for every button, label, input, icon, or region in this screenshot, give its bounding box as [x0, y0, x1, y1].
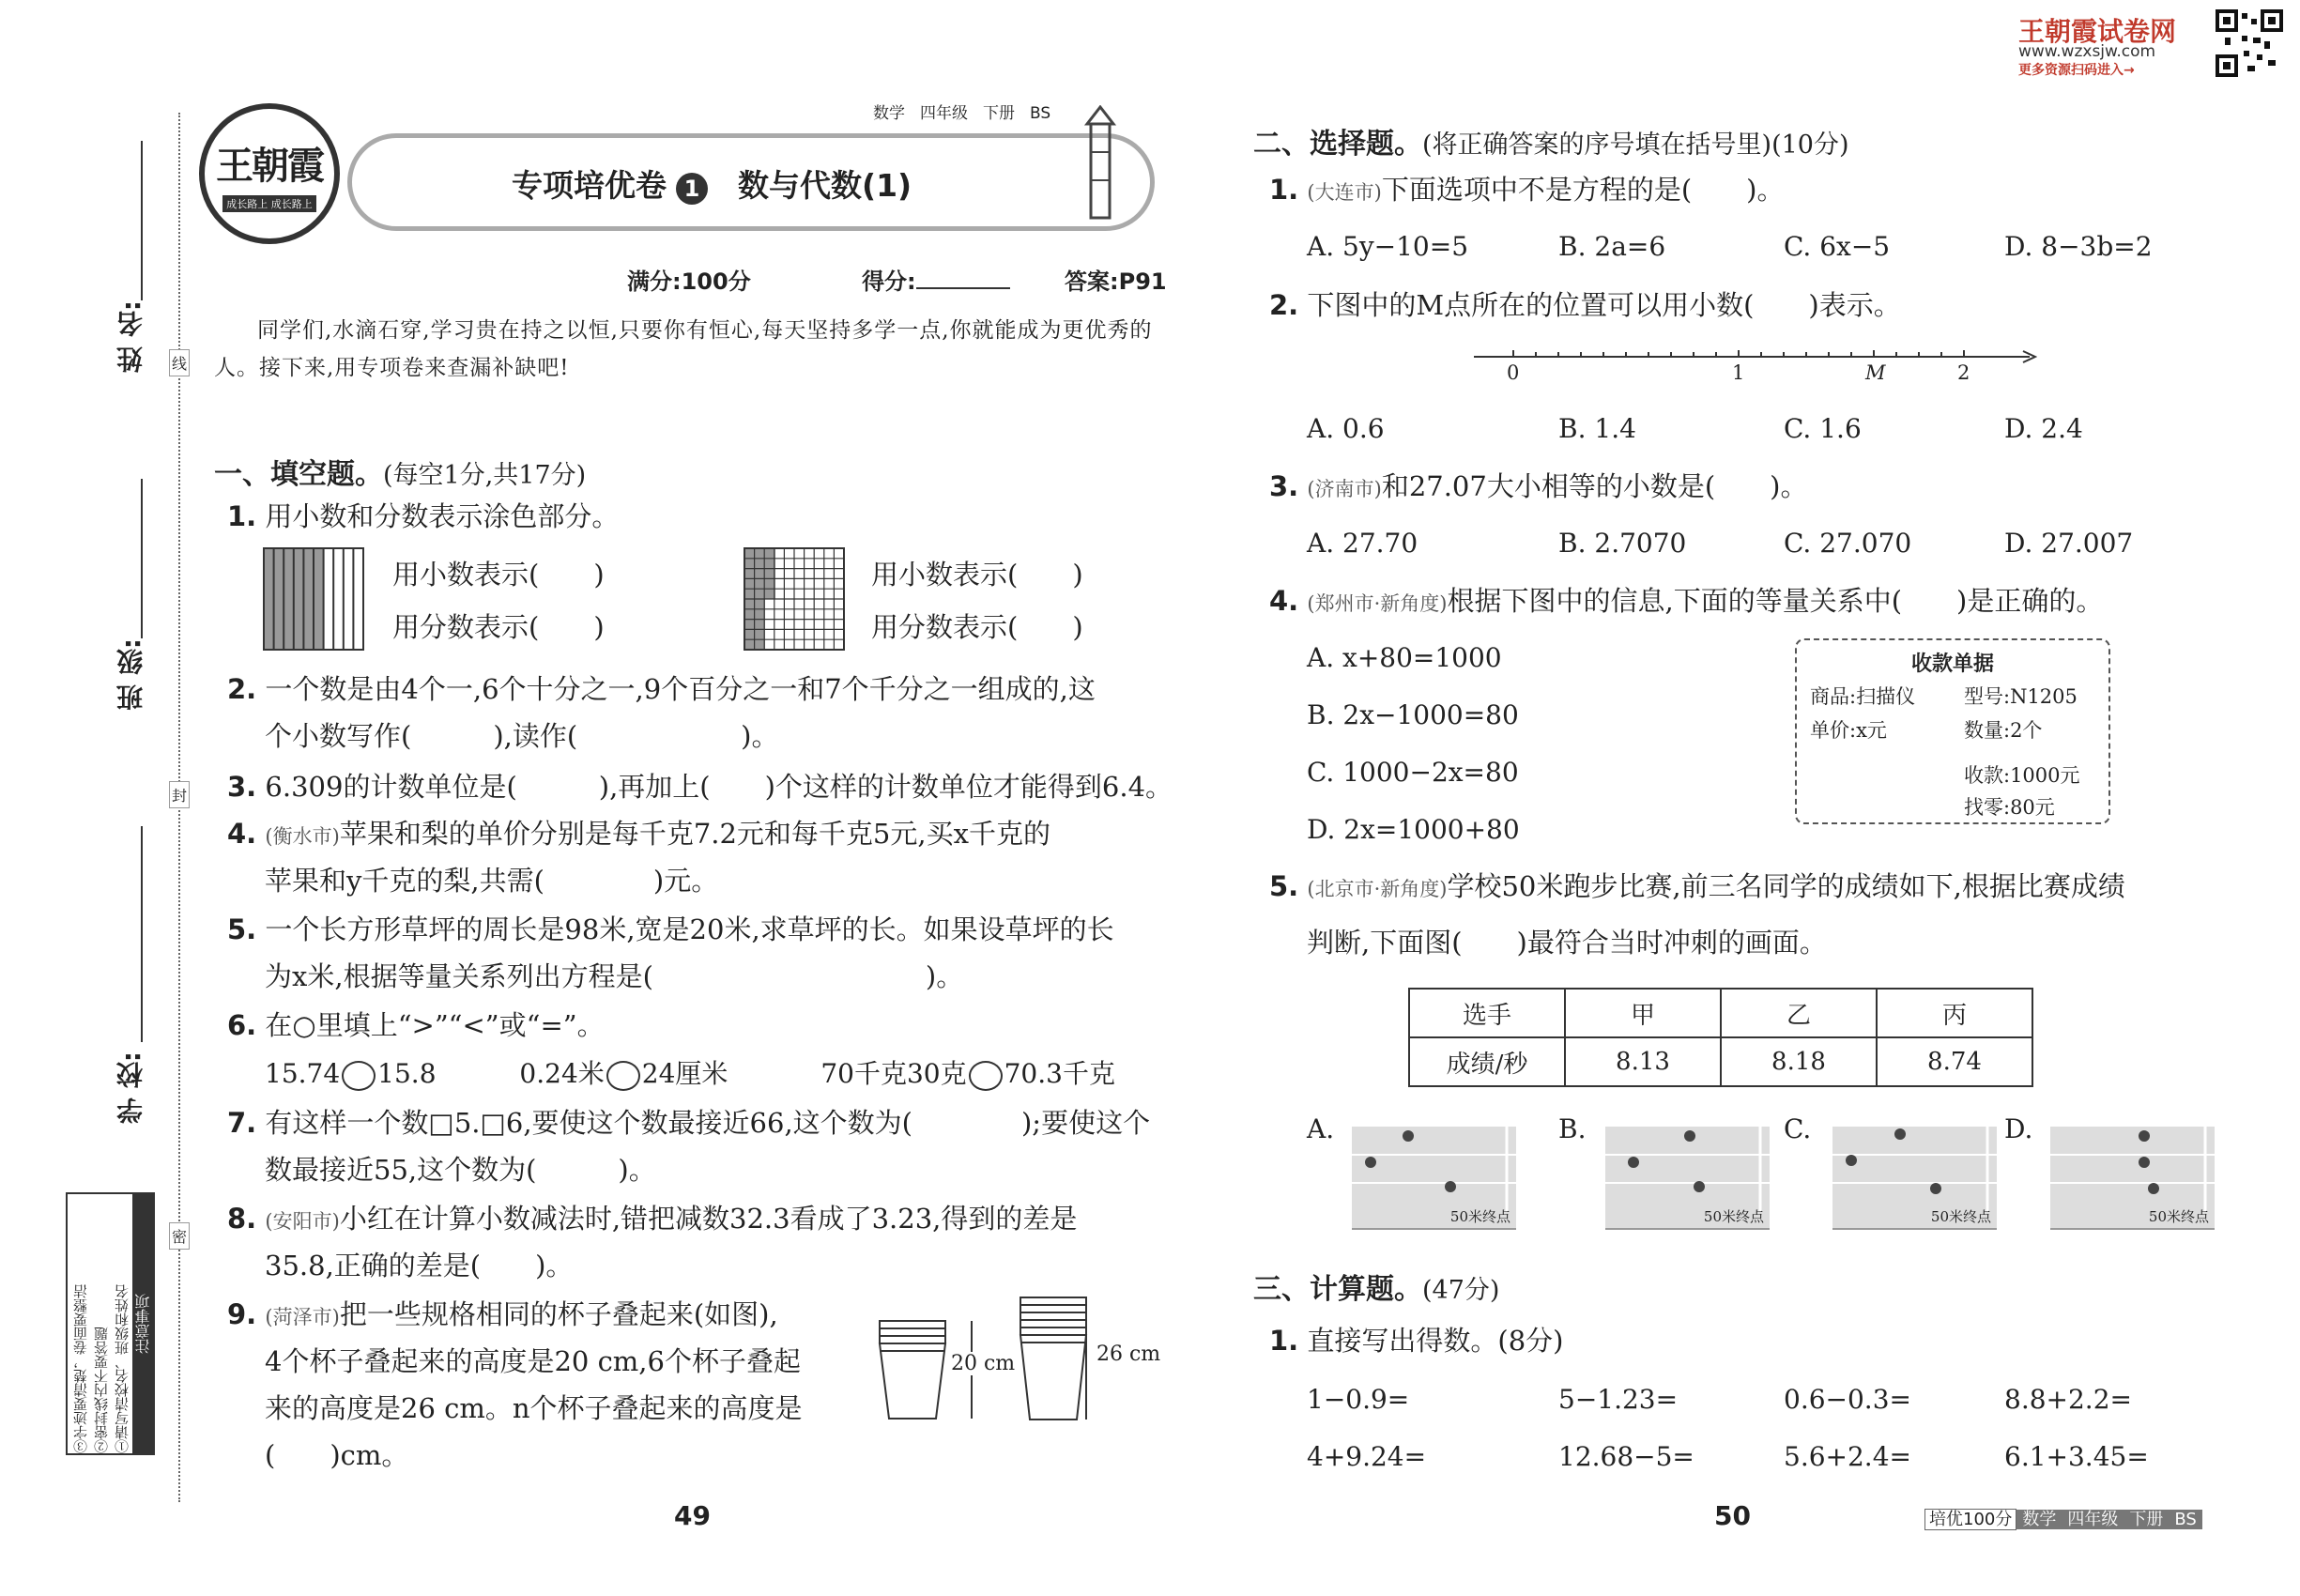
- footer-subject: 数学: [2016, 1510, 2062, 1529]
- compare-circle[interactable]: [606, 1061, 640, 1091]
- table-header: 选手: [1409, 989, 1565, 1037]
- calc-item[interactable]: 1−0.9=: [1307, 1384, 1410, 1415]
- name-label: 姓 名:: [115, 300, 146, 373]
- calc-item[interactable]: 6.1+3.45=: [2004, 1441, 2149, 1472]
- s2-q1-option-c[interactable]: C. 6x−5: [1784, 231, 1891, 262]
- brand-more[interactable]: 更多资源扫码进入→: [2018, 63, 2135, 78]
- s1-q9-line4[interactable]: ( )cm。: [265, 1439, 409, 1471]
- race-picture-c[interactable]: [1832, 1127, 1997, 1230]
- finish-label: 50米终点: [1449, 1208, 1510, 1225]
- class-line[interactable]: [141, 479, 143, 638]
- footer-grade: 四年级: [2062, 1510, 2124, 1529]
- s2-q5-option-d[interactable]: D.: [2004, 1113, 2033, 1144]
- s1-q2: 2. 一个数是由4个一,6个十分之一,9个百分之一和7个千分之一组成的,这: [227, 673, 1096, 705]
- s1-q8: 8. (安阳市)小红在计算小数减法时,错把减数32.3看成了3.23,得到的差是: [227, 1203, 1078, 1235]
- score-blank[interactable]: [916, 287, 1010, 289]
- tick-m: M: [1865, 361, 1886, 384]
- footer-tags: [1924, 1506, 2202, 1530]
- intro-text: 同学们,水滴石穿,学习贵在持之以恒,只要你有恒心,每天坚持多学一点,你就能成为更优秀的人。接下来,用专项卷来查漏补缺吧!: [214, 318, 1153, 380]
- table-header: 甲: [1565, 989, 1721, 1037]
- note-3: ③字迹要清楚，卷面要整洁: [72, 1284, 89, 1453]
- s1-q7: 7. 有这样一个数□5.□6,要使这个数最接近66,这个数为( );要使这个: [227, 1107, 1151, 1139]
- name-line[interactable]: [141, 141, 143, 300]
- receipt-title: 收款单据: [1910, 652, 1994, 676]
- receipt-change: 找零:80元: [1964, 796, 2055, 819]
- calc-item[interactable]: 0.6−0.3=: [1784, 1384, 1911, 1415]
- lighthouse-icon: [1080, 105, 1121, 227]
- tag-edition: BS: [1030, 104, 1051, 123]
- s2-q4-option-a[interactable]: A. x+80=1000: [1307, 642, 1502, 673]
- binding-strip: [56, 113, 197, 1502]
- s1-q2-line2[interactable]: 个小数写作( ),读作( )。: [265, 720, 779, 752]
- s2-q5: 5. (北京市·新角度)学校50米跑步比赛,前三名同学的成绩如下,根据比赛成绩: [1269, 870, 2125, 902]
- s1-q9-line2: 4个杯子叠起来的高度是20 cm,6个杯子叠起: [265, 1345, 801, 1377]
- s3-q1: 1. 直接写出得数。(8分): [1269, 1325, 1564, 1357]
- s2-q3-option-b[interactable]: B. 2.7070: [1558, 528, 1687, 559]
- s1-q3[interactable]: 3. 6.309的计数单位是( ),再加上( )个这样的计数单位才能得到6.4。: [227, 771, 1173, 803]
- note-2: ②密封线内不要答题: [93, 1327, 110, 1453]
- logo-badge: [199, 103, 340, 244]
- table-cell: 8.74: [1877, 1037, 2032, 1086]
- note-1: ①请写清校名、班级和姓名: [114, 1284, 130, 1453]
- s2-q4-option-d[interactable]: D. 2x=1000+80: [1307, 814, 1520, 845]
- s1-q7-line2[interactable]: 数最接近55,这个数为( )。: [265, 1154, 656, 1186]
- s2-q5-option-a[interactable]: A.: [1307, 1113, 1335, 1144]
- s1-q1-fraction-b[interactable]: 用分数表示( ): [871, 611, 1083, 643]
- finish-label: 50米终点: [1930, 1208, 1991, 1225]
- tag-subject: 数学: [873, 104, 905, 123]
- receipt-model: 型号:N1205: [1964, 685, 2078, 708]
- s2-q5-option-c[interactable]: C.: [1784, 1113, 1812, 1144]
- seal-mark-1: 线: [169, 349, 190, 376]
- page-number-right: 50: [1714, 1500, 1751, 1531]
- number-line: [1474, 343, 2037, 371]
- page-number-left: 49: [674, 1500, 711, 1531]
- notes-title: 注意事项: [132, 1194, 153, 1453]
- s2-q1-option-d[interactable]: D. 8−3b=2: [2004, 231, 2153, 262]
- s1-q1-decimal-a[interactable]: 用小数表示( ): [392, 559, 605, 591]
- s2-q1-option-a[interactable]: A. 5y−10=5: [1307, 231, 1469, 262]
- race-picture-a[interactable]: [1352, 1127, 1516, 1230]
- finish-label: 50米终点: [1703, 1208, 1764, 1225]
- s2-q2[interactable]: 2. 下图中的M点所在的位置可以用小数( )表示。: [1269, 289, 1901, 321]
- seal-mark-2: 封: [169, 781, 190, 808]
- title-prefix: 专项培优卷: [512, 167, 667, 204]
- table-cell: 8.13: [1565, 1037, 1721, 1086]
- s2-q3-option-d[interactable]: D. 27.007: [2004, 528, 2134, 559]
- s1-q1: 1. 用小数和分数表示涂色部分。: [227, 500, 620, 532]
- calc-item[interactable]: 8.8+2.2=: [2004, 1384, 2132, 1415]
- table-header: 丙: [1877, 989, 2032, 1037]
- s2-q4-option-b[interactable]: B. 2x−1000=80: [1307, 699, 1519, 730]
- cup-height-20: 20 cm: [951, 1352, 1016, 1375]
- grid-hundredths: [744, 547, 845, 651]
- score-label: 得分:: [862, 269, 916, 295]
- calc-item[interactable]: 12.68−5=: [1558, 1441, 1694, 1472]
- finish-label: 50米终点: [2148, 1208, 2209, 1225]
- s1-q9-line3: 来的高度是26 cm。n个杯子叠起来的高度是: [265, 1392, 803, 1424]
- s1-q9: 9. (菏泽市)把一些规格相同的杯子叠起来(如图),: [227, 1298, 778, 1330]
- school-label: 学 校:: [115, 1051, 146, 1124]
- logo-text: 王朝霞: [216, 144, 323, 188]
- tick-0: 0: [1507, 361, 1520, 384]
- s1-q6-items: 15.74 15.8 0.24米 24厘米 70千克30克 70.3千克: [265, 1058, 1115, 1089]
- receipt-qty: 数量:2个: [1964, 719, 2043, 742]
- s2-q1-option-b[interactable]: B. 2a=6: [1558, 231, 1666, 262]
- s1-q5-line2[interactable]: 为x米,根据等量关系列出方程是( )。: [265, 960, 964, 992]
- header-tags: [873, 100, 1050, 123]
- tag-volume: 下册: [983, 104, 1015, 123]
- s2-q2-option-d[interactable]: D. 2.4: [2004, 413, 2083, 444]
- title-row: [512, 161, 912, 206]
- compare-circle[interactable]: [969, 1061, 1003, 1091]
- race-picture-d[interactable]: [2050, 1127, 2215, 1230]
- s2-q3[interactable]: 3. (济南市)和27.07大小相等的小数是( )。: [1269, 470, 1808, 502]
- calc-item[interactable]: 4+9.24=: [1307, 1441, 1427, 1472]
- s2-q2-option-b[interactable]: B. 1.4: [1558, 413, 1636, 444]
- footer-volume: 下册: [2124, 1510, 2169, 1529]
- receipt-received: 收款:1000元: [1964, 764, 2080, 787]
- footer-series: 培优100分: [1924, 1509, 2016, 1530]
- s2-q5-option-b[interactable]: B.: [1558, 1113, 1587, 1144]
- school-line[interactable]: [141, 826, 143, 1042]
- s1-q8-line2[interactable]: 35.8,正确的差是( )。: [265, 1250, 574, 1281]
- s2-q3-option-c[interactable]: C. 27.070: [1784, 528, 1912, 559]
- s2-q2-option-c[interactable]: C. 1.6: [1784, 413, 1862, 444]
- receipt-product: 商品:扫描仪: [1810, 685, 1916, 708]
- seal-mark-3: 密: [169, 1222, 190, 1250]
- section2-title: 二、选择题。(将正确答案的序号填在括号里)(10分): [1253, 128, 1849, 161]
- s1-q6: 6. 在○里填上“>”“<”或“=”。: [227, 1009, 605, 1041]
- table-cell: 成绩/秒: [1409, 1037, 1565, 1086]
- full-score: 满分:100分: [627, 269, 751, 295]
- s1-q1-decimal-b[interactable]: 用小数表示( ): [871, 559, 1083, 591]
- s2-q5-line2[interactable]: 判断,下面图( )最符合当时冲刺的画面。: [1307, 927, 1827, 959]
- receipt-price: 单价:x元: [1810, 719, 1887, 742]
- s1-q4: 4. (衡水市)苹果和梨的单价分别是每千克7.2元和每千克5元,买x千克的: [227, 818, 1050, 850]
- section1-title: 一、填空题。(每空1分,共17分): [214, 458, 587, 491]
- class-label: 班 级:: [115, 638, 146, 711]
- s1-q4-line2[interactable]: 苹果和y千克的梨,共需( )元。: [265, 865, 719, 897]
- race-picture-b[interactable]: [1605, 1127, 1770, 1230]
- receipt-card: [1795, 638, 2110, 824]
- answer-ref: 答案:P91: [1065, 269, 1167, 295]
- grid-tenths: [263, 547, 364, 651]
- cup-height-26: 26 cm: [1096, 1343, 1161, 1366]
- footer-edition: BS: [2169, 1510, 2201, 1529]
- compare-circle[interactable]: [342, 1061, 376, 1091]
- title-main: 数与代数(1): [738, 167, 912, 204]
- title-number: 1: [676, 173, 708, 205]
- s2-q2-option-a[interactable]: A. 0.6: [1307, 413, 1385, 444]
- s2-q4-option-c[interactable]: C. 1000−2x=80: [1307, 757, 1519, 788]
- tag-grade: 四年级: [920, 104, 968, 123]
- brand-site[interactable]: 王朝霞试卷网: [2018, 16, 2177, 47]
- calc-item[interactable]: 5.6+2.4=: [1784, 1441, 1911, 1472]
- s2-q4[interactable]: 4. (郑州市·新角度)根据下图中的信息,下面的等量关系中( )是正确的。: [1269, 585, 2104, 617]
- s2-q1[interactable]: 1. (大连市)下面选项中不是方程的是( )。: [1269, 174, 1785, 206]
- score-line: [627, 263, 1167, 296]
- calc-item[interactable]: 5−1.23=: [1558, 1384, 1679, 1415]
- section3-title: 三、计算题。(47分): [1253, 1273, 1500, 1306]
- table-cell: 8.18: [1721, 1037, 1877, 1086]
- tick-1: 1: [1732, 361, 1745, 384]
- table-header: 乙: [1721, 989, 1877, 1037]
- s1-q5: 5. 一个长方形草坪的周长是98米,宽是20米,求草坪的长。如果设草坪的长: [227, 913, 1114, 945]
- qr-code-icon[interactable]: [2216, 9, 2283, 77]
- notes-box: [66, 1192, 155, 1455]
- logo-motto: 成长路上 成长路上: [222, 195, 316, 212]
- s2-q3-option-a[interactable]: A. 27.70: [1307, 528, 1418, 559]
- tick-2: 2: [1957, 361, 1970, 384]
- race-results-table: [1408, 988, 2033, 1087]
- s1-q1-fraction-a[interactable]: 用分数表示( ): [392, 611, 605, 643]
- brand-url[interactable]: www.wzxsjw.com: [2018, 42, 2156, 61]
